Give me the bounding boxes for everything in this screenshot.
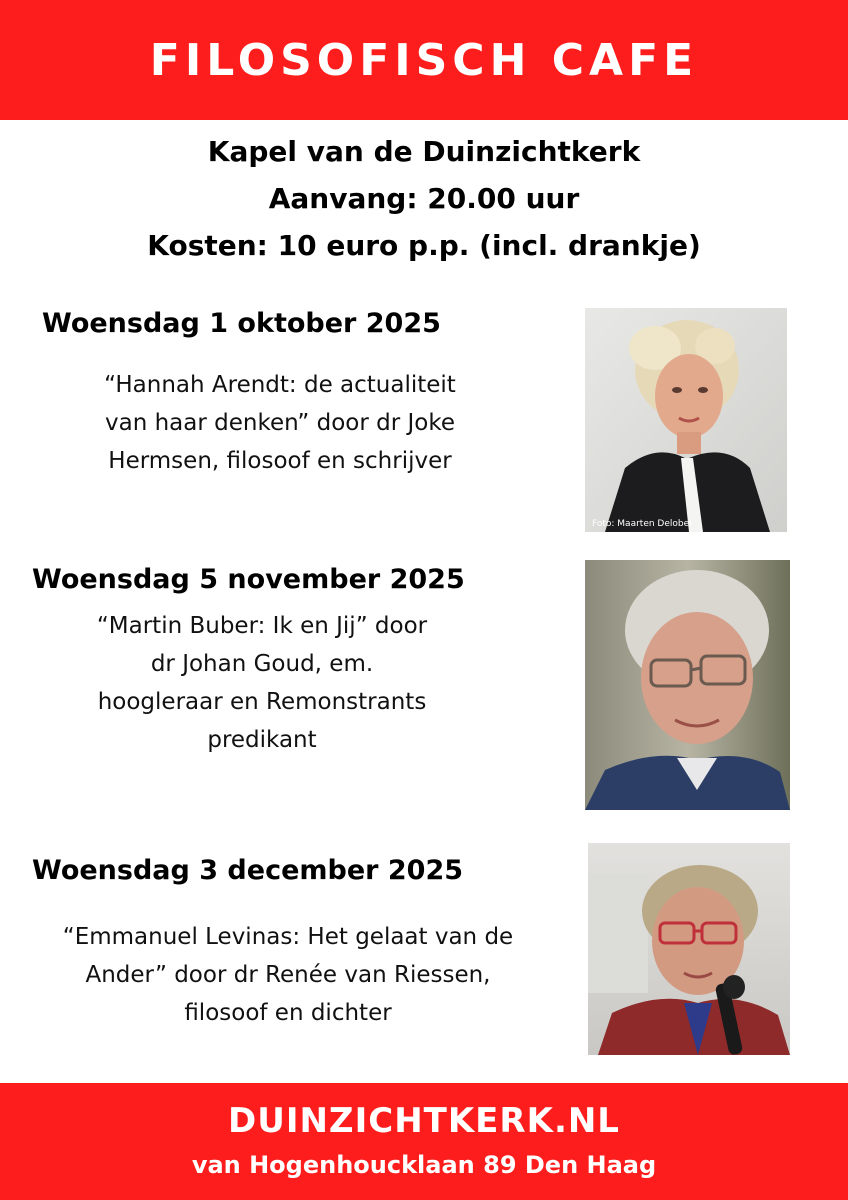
speaker-portrait-image (585, 308, 787, 532)
event-description (40, 366, 520, 480)
event-description (22, 607, 502, 759)
description-line: predikant (207, 727, 317, 753)
description-line: Ander” door dr Renée van Riessen, (85, 962, 491, 988)
description-line: van haar denken” door dr Joke (104, 410, 456, 436)
event-date: Woensdag 1 oktober 2025 (42, 308, 441, 339)
website-link[interactable]: DUINZICHTKERK.NL (228, 1101, 620, 1141)
speaker-portrait-image (588, 843, 790, 1055)
speaker-photo (588, 843, 790, 1055)
description-line: dr Johan Goud, em. (150, 651, 374, 677)
description-line: “Emmanuel Levinas: Het gelaat van de (62, 924, 514, 950)
speaker-photo (585, 308, 787, 532)
description-line: “Martin Buber: Ik en Jij” door (96, 613, 428, 639)
event-description (6, 918, 570, 1032)
description-line: hoogleraar en Remonstrants (97, 689, 427, 715)
photo-credit: Foto: Maarten Delobel (592, 519, 692, 529)
event-date: Woensdag 5 november 2025 (32, 564, 465, 595)
description-line: filosoof en dichter (184, 1000, 392, 1026)
description-line: “Hannah Arendt: de actualiteit (104, 372, 456, 398)
poster-title: FILOSOFISCH CAFE (149, 34, 699, 86)
start-time-text: Aanvang: 20.00 uur (268, 182, 580, 215)
speaker-photo (585, 560, 790, 810)
description-line: Hermsen, filosoof en schrijver (108, 448, 452, 474)
cost-text: Kosten: 10 euro p.p. (incl. drankje) (147, 229, 701, 262)
footer-banner (0, 1083, 848, 1200)
header-banner (0, 0, 848, 120)
speaker-portrait-image (585, 560, 790, 810)
event-info (0, 128, 848, 269)
venue-text: Kapel van de Duinzichtkerk (207, 135, 641, 168)
address-text: van Hogenhoucklaan 89 Den Haag (191, 1151, 657, 1179)
event-date: Woensdag 3 december 2025 (32, 855, 464, 886)
